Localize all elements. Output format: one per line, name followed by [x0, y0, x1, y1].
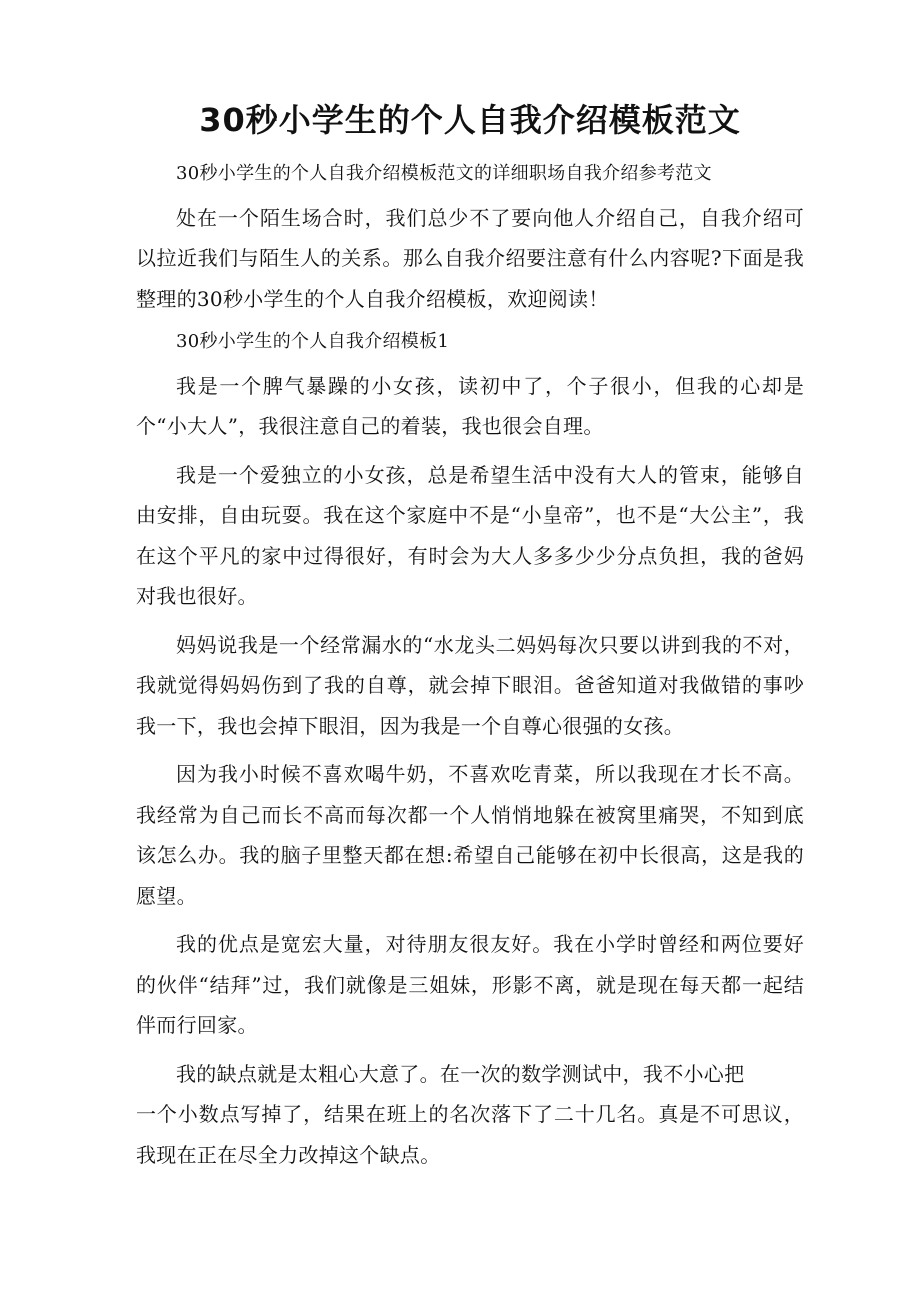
intro-paragraph: 处在一个陌生场合时，我们总少不了要向他人介绍自己，自我介绍可以拉近我们与陌生人的关系。那么自我介绍要注意有什么内容呢?下面是我整理的30秒小学生的个人自我介绍模板，欢迎阅读！: [136, 205, 804, 311]
paragraph-1: 我是一个脾气暴躁的小女孩，读初中了，个子很小，但我的心却是个“小大人”，我很注意自己的着装，我也很会自理。: [136, 373, 804, 438]
document-title: 30秒小学生的个人自我介绍模板范文: [199, 101, 741, 139]
document-body: [136, 154, 804, 1175]
paragraph-2: 我是一个爱独立的小女孩，总是希望生活中没有大人的管束，能够自由安排，自由玩耍。我在这个家庭中不是“小皇帝”，也不是“大公主”，我在这个平凡的家中过得很好，有时会为大人多多少少分点负担，我的爸妈对我也很好。: [136, 462, 804, 608]
paragraph-3: 妈妈说我是一个经常漏水的“水龙头二妈妈每次只要以讲到我的不对，我就觉得妈妈伤到了我的自尊，就会掉下眼泪。爸爸知道对我做错的事吵我一下，我也会掉下眼泪，因为我是一个自尊心很强的女孩。: [136, 632, 804, 738]
paragraph-4: 因为我小时候不喜欢喝牛奶，不喜欢吃青菜，所以我现在才长不高。我经常为自己而长不高而每次都一个人悄悄地躲在被窝里痛哭，不知到底该怎么办。我的脑子里整天都在想:希望自己能够在初中长很高，这是我的愿望。: [136, 762, 804, 908]
paragraph-6-line-1: 我的缺点就是太粗心大意了。在一次的数学测试中，我不小心把: [176, 1061, 745, 1086]
paragraph-5: 我的优点是宽宏大量，对待朋友很友好。我在小学时曾经和两位要好的伙伴“结拜”过，我们就像是三姐妹，形影不离，就是现在每天都一起结伴而行回家。: [136, 932, 804, 1037]
paragraph-6-continued: 一个小数点写掉了，结果在班上的名次落下了二十几名。真是不可思议，我现在正在尽全力改掉这个缺点。: [136, 1102, 804, 1167]
section-heading: 30秒小学生的个人自我介绍模板1: [176, 331, 450, 352]
subtitle-line: 30秒小学生的个人自我介绍模板范文的详细职场自我介绍参考范文: [176, 163, 712, 184]
